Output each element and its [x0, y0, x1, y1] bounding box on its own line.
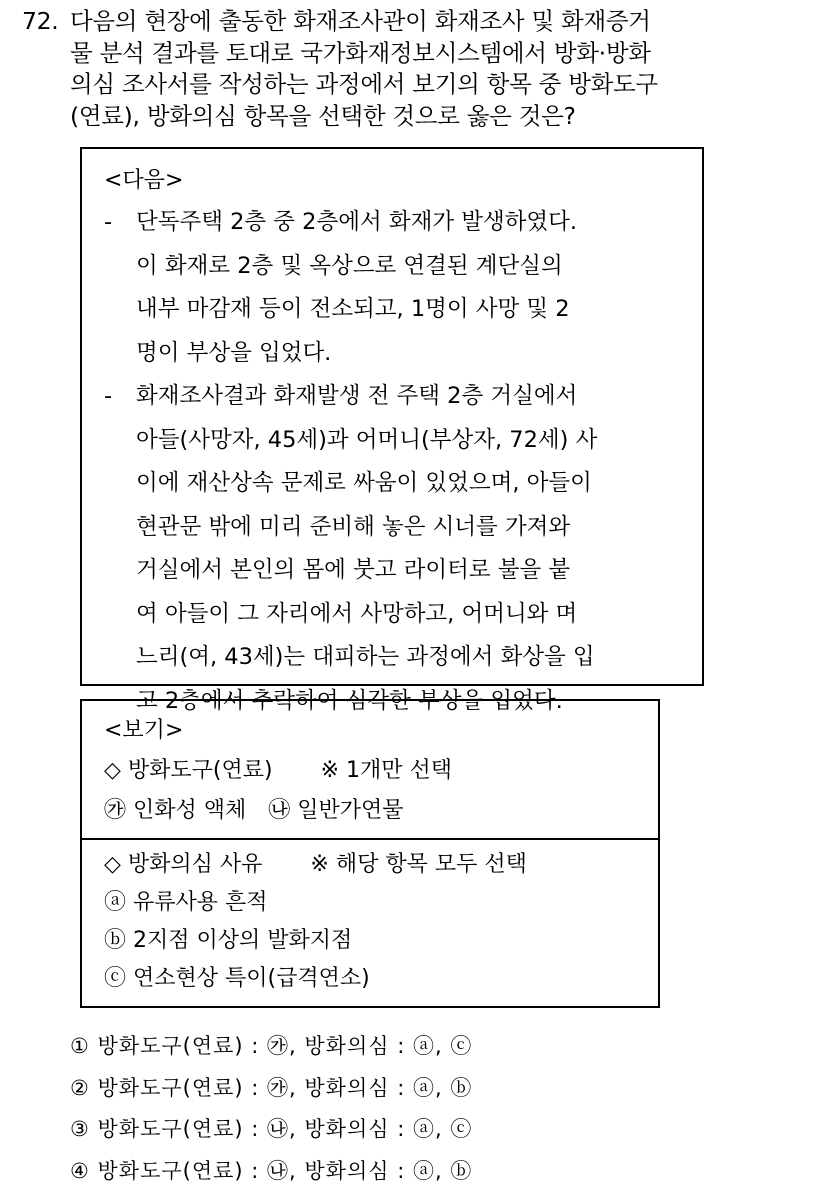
dash-marker: -: [104, 375, 112, 419]
scenario-body: [104, 201, 694, 723]
fuel-item: ㉯ 일반가연물: [268, 798, 403, 823]
answer-option-2[interactable]: [70, 1068, 472, 1110]
option-text: 방화도구(연료) : ㉯, 방화의심 : ⓐ, ⓒ: [98, 1117, 473, 1141]
suspicion-section: [82, 840, 658, 1006]
scenario-bullet: [104, 375, 694, 723]
fuel-heading-row: [104, 753, 452, 784]
scenario-line: 현관문 밖에 미리 준비해 놓은 시너를 가져와: [136, 506, 694, 550]
option-text: 방화도구(연료) : ㉮, 방화의심 : ⓐ, ⓒ: [98, 1034, 473, 1058]
option-marker: ①: [70, 1034, 90, 1058]
question-line: 의심 조사서를 작성하는 과정에서 보기의 항목 중 방화도구: [22, 69, 812, 101]
fuel-item: ㉮ 인화성 액체: [104, 798, 246, 823]
scenario-box: [80, 147, 704, 686]
example-box: [80, 699, 660, 1008]
scenario-line: 내부 마감재 등이 전소되고, 1명이 사망 및 2: [136, 288, 694, 332]
question-line: (연료), 방화의심 항목을 선택한 것으로 옳은 것은?: [22, 101, 812, 133]
suspicion-heading-row: [104, 847, 527, 878]
fuel-section: [82, 701, 658, 840]
scenario-line: 아들(사망자, 45세)과 어머니(부상자, 72세) 사: [136, 419, 694, 463]
option-text: 방화도구(연료) : ㉮, 방화의심 : ⓐ, ⓑ: [98, 1076, 473, 1100]
answer-option-1[interactable]: [70, 1026, 472, 1068]
dash-marker: -: [104, 201, 112, 245]
question-number: 72.: [22, 6, 58, 38]
option-marker: ③: [70, 1117, 90, 1141]
suspicion-item: ⓑ 2지점 이상의 발화지점: [104, 923, 352, 954]
scenario-line: 화재조사결과 화재발생 전 주택 2층 거실에서: [136, 375, 694, 419]
scenario-line: 느리(여, 43세)는 대피하는 과정에서 화상을 입: [136, 636, 694, 680]
scenario-line: 명이 부상을 입었다.: [136, 332, 694, 376]
fuel-items-row: [104, 793, 404, 824]
answer-option-3[interactable]: [70, 1109, 472, 1151]
suspicion-note: ※ 해당 항목 모두 선택: [310, 852, 526, 877]
fuel-heading: ◇ 방화도구(연료): [104, 758, 273, 783]
fuel-note: ※ 1개만 선택: [321, 758, 452, 783]
scenario-line: 여 아들이 그 자리에서 사망하고, 어머니와 며: [136, 593, 694, 637]
suspicion-item: ⓒ 연소현상 특이(급격연소): [104, 961, 370, 992]
scenario-title: <다음>: [104, 163, 183, 194]
scenario-line: 이에 재산상속 문제로 싸움이 있었으며, 아들이: [136, 462, 694, 506]
option-marker: ④: [70, 1159, 90, 1183]
question-line: 다음의 현장에 출동한 화재조사관이 화재조사 및 화재증거: [22, 6, 812, 38]
scenario-bullet: [104, 201, 694, 375]
scenario-line: 단독주택 2층 중 2층에서 화재가 발생하였다.: [136, 201, 694, 245]
suspicion-heading: ◇ 방화의심 사유: [104, 852, 262, 877]
question-line: 물 분석 결과를 토대로 국가화재정보시스템에서 방화·방화: [22, 38, 812, 70]
scenario-line: 거실에서 본인의 몸에 붓고 라이터로 불을 붙: [136, 549, 694, 593]
answer-options: [70, 1026, 472, 1192]
suspicion-item: ⓐ 유류사용 흔적: [104, 885, 268, 916]
option-text: 방화도구(연료) : ㉯, 방화의심 : ⓐ, ⓑ: [98, 1159, 473, 1183]
answer-option-4[interactable]: [70, 1151, 472, 1192]
scenario-line: 이 화재로 2층 및 옥상으로 연결된 계단실의: [136, 245, 694, 289]
scenario-line: 고 2층에서 추락하여 심각한 부상을 입었다.: [136, 680, 694, 724]
question-stem: [22, 6, 812, 132]
option-marker: ②: [70, 1076, 90, 1100]
example-title: <보기>: [104, 713, 183, 744]
